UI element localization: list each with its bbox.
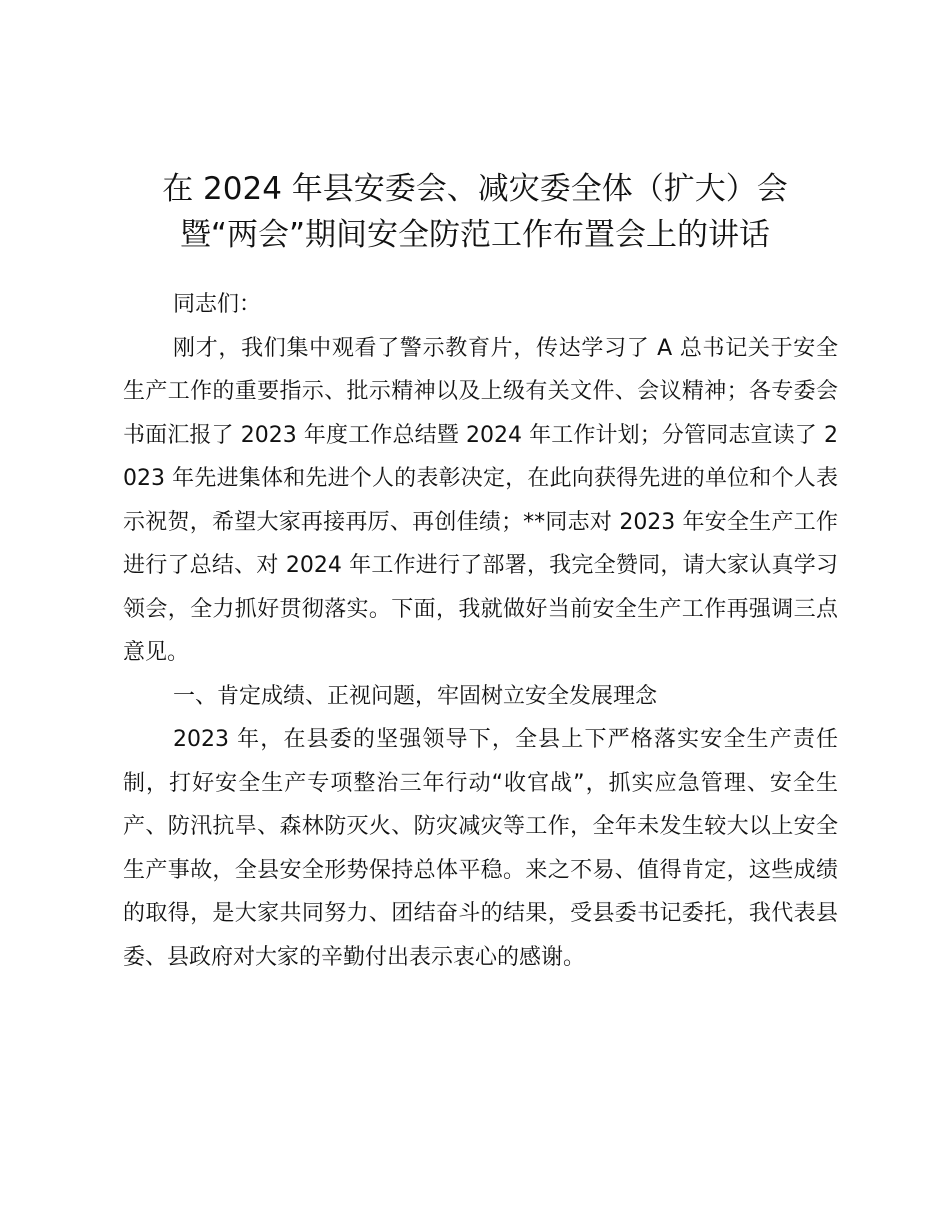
title-line-2: 暨“两会”期间安全防范工作布置会上的讲话	[179, 217, 771, 253]
section-heading-1: 一、肯定成绩、正视问题，牢固树立安全发展理念	[173, 683, 658, 709]
paragraph-achievements: 2023 年，在县委的坚强领导下，全县上下严格落实安全生产责任制，打好安全生产专项整治三年行动“收官战”，抓实应急管理、安全生产、防汛抗旱、森林防灭火、防灾减灾等工作，全年未发生较大以上安全生产事故，全县安全形势保持总体平稳。来之不易、值得肯定，这些成绩的取得，是大家共同努力、团结奋斗的结果，受县委书记委托，我代表县委、县政府对大家的辛勤付出表示衷心的感谢。	[123, 727, 838, 970]
paragraph-opening: 刚才，我们集中观看了警示教育片，传达学习了 A 总书记关于安全生产工作的重要指示、批示精神以及上级有关文件、会议精神；各专委会书面汇报了 2023 年度工作总结暨 2024 年工作计划；分管同志宣读了 2023 年先进集体和先进个人的表彰决定，在此向获得先进的单位和个人表示祝贺，希望大家再接再厉、再创佳绩；**同志对 2023 年安全生产工作进行了总结、对 2024 年工作进行了部署，我完全赞同，请大家认真学习领会，全力抓好贯彻落实。下面，我就做好当前安全生产工作再强调三点意见。	[123, 335, 838, 665]
salutation: 同志们：	[173, 292, 262, 317]
title-line-1: 在 2024 年县安委会、减灾委全体（扩大）会	[162, 171, 788, 207]
document-title	[120, 166, 830, 258]
document-body	[123, 283, 838, 979]
